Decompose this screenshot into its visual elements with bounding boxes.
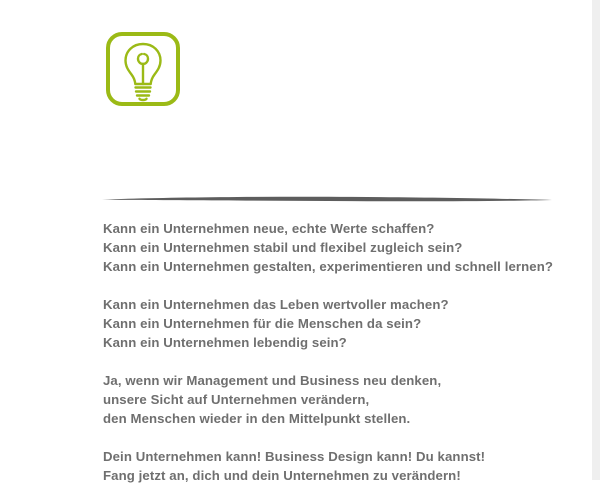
paragraph-4 xyxy=(103,447,573,485)
body-text xyxy=(103,219,573,485)
divider xyxy=(102,196,552,203)
text-line: Kann ein Unternehmen neue, echte Werte schaffen? xyxy=(103,221,435,236)
text-line: Ja, wenn wir Management und Business neu denken, xyxy=(103,373,442,388)
text-line: Kann ein Unternehmen stabil und flexibel zugleich sein? xyxy=(103,240,463,255)
paragraph-2 xyxy=(103,295,573,352)
lightbulb-icon xyxy=(120,40,166,102)
text-line: Kann ein Unternehmen lebendig sein? xyxy=(103,335,347,350)
text-line: Dein Unternehmen kann! Business Design kann! Du kannst! xyxy=(103,449,486,464)
logo xyxy=(106,32,182,118)
text-line: Kann ein Unternehmen das Leben wertvoller machen? xyxy=(103,297,449,312)
paragraph-3 xyxy=(103,371,573,428)
text-line: Kann ein Unternehmen gestalten, experimentieren und schnell lernen? xyxy=(103,259,554,274)
text-line: Fang jetzt an, dich und dein Unternehmen zu verändern! xyxy=(103,468,461,483)
paragraph-1 xyxy=(103,219,573,276)
text-line: unsere Sicht auf Unternehmen verändern, xyxy=(103,392,370,407)
right-edge-strip xyxy=(592,0,600,480)
text-line: den Menschen wieder in den Mittelpunkt stellen. xyxy=(103,411,411,426)
text-line: Kann ein Unternehmen für die Menschen da sein? xyxy=(103,316,422,331)
